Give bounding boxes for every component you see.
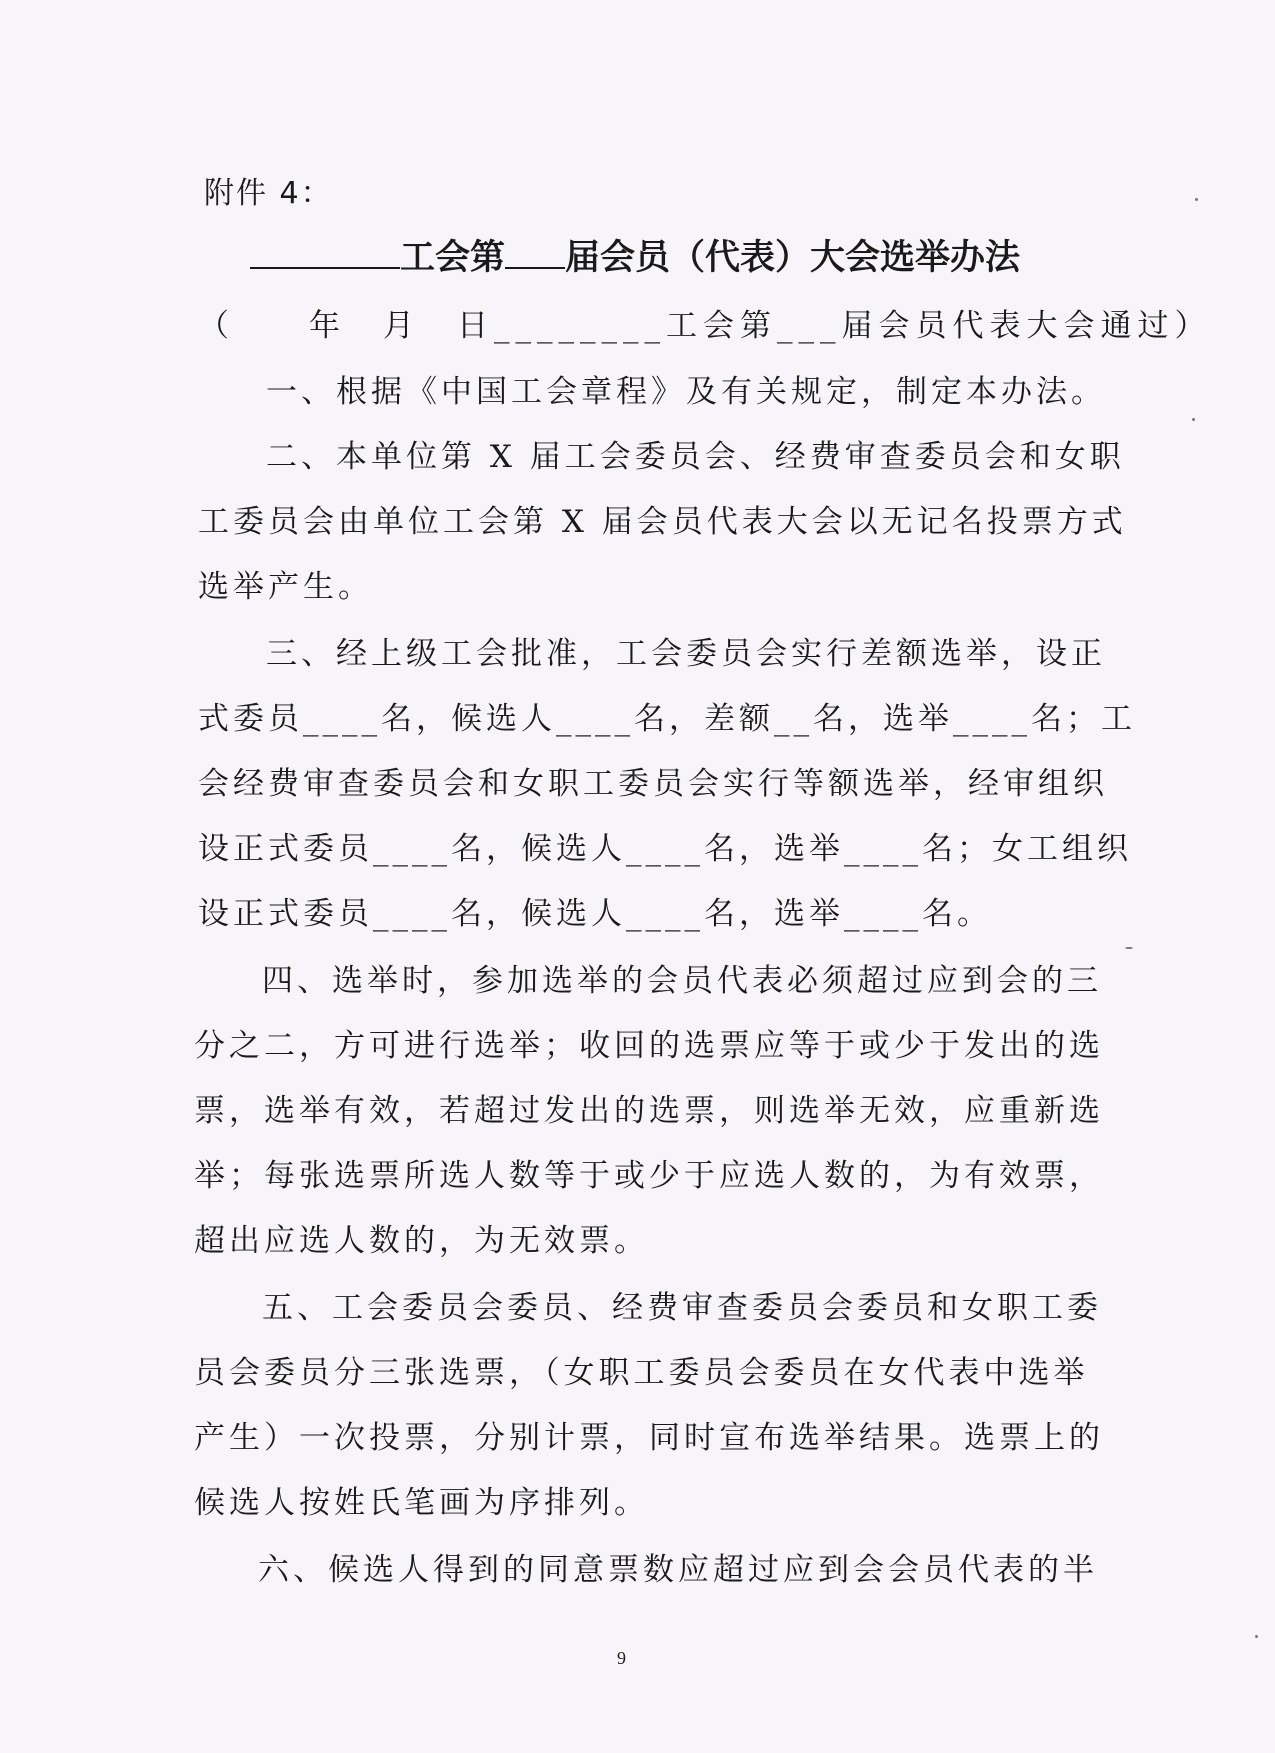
body-line-3: 工委员会由单位工会第 X 届会员代表大会以无记名投票方式	[198, 504, 1127, 540]
body-line-12: 票，选举有效，若超过发出的选票，则选举无效，应重新选	[194, 1093, 1104, 1129]
body-line-15: 五、工会委员会委员、经费审查委员会委员和女职工委	[262, 1290, 1102, 1326]
title-blank-session	[505, 237, 565, 269]
body-line-6: 式委员____名，候选人____名，差额__名，选举____名；工	[198, 701, 1136, 737]
body-line-10: 四、选举时，参加选举的会员代表必须超过应到会的三	[262, 963, 1102, 999]
title-part2: 届会员（代表）大会选举办法	[565, 238, 1021, 278]
body-line-7: 会经费审查委员会和女职工委员会实行等额选举，经审组织	[198, 766, 1108, 802]
title-part1: 工会第	[400, 238, 506, 278]
body-line-4: 选举产生。	[198, 569, 373, 605]
title-blank-unit	[250, 237, 400, 269]
body-line-16: 员会委员分三张选票，（女职工委员会委员在女代表中选举	[194, 1355, 1089, 1391]
scan-speck	[1125, 947, 1133, 949]
body-line-18: 候选人按姓氏笔画为序排列。	[194, 1485, 649, 1521]
body-line-2: 二、本单位第 X 届工会委员会、经费审查委员会和女职	[266, 439, 1125, 475]
body-line-17: 产生）一次投票，分别计票，同时宣布选举结果。选票上的	[194, 1420, 1104, 1456]
scan-speck	[1192, 418, 1195, 421]
scan-speck	[1255, 1635, 1258, 1638]
document-title	[250, 230, 1020, 280]
document-subtitle: （ 年 月 日________工会第___届会员代表大会通过）	[198, 308, 1212, 344]
body-line-9: 设正式委员____名，候选人____名，选举____名。	[198, 896, 992, 932]
page-number: 9	[617, 1648, 626, 1668]
body-line-5: 三、经上级工会批准，工会委员会实行差额选举，设正	[266, 636, 1106, 672]
body-line-8: 设正式委员____名，候选人____名，选举____名；女工组织	[198, 831, 1132, 867]
body-line-1: 一、根据《中国工会章程》及有关规定，制定本办法。	[266, 374, 1106, 410]
attachment-label: 附件 4：	[204, 176, 333, 211]
body-line-19: 六、候选人得到的同意票数应超过应到会会员代表的半	[258, 1552, 1098, 1588]
body-line-14: 超出应选人数的，为无效票。	[194, 1223, 649, 1259]
body-line-11: 分之二，方可进行选举；收回的选票应等于或少于发出的选	[194, 1028, 1104, 1064]
body-line-13: 举；每张选票所选人数等于或少于应选人数的，为有效票，	[194, 1158, 1104, 1194]
scan-speck	[1195, 198, 1198, 201]
